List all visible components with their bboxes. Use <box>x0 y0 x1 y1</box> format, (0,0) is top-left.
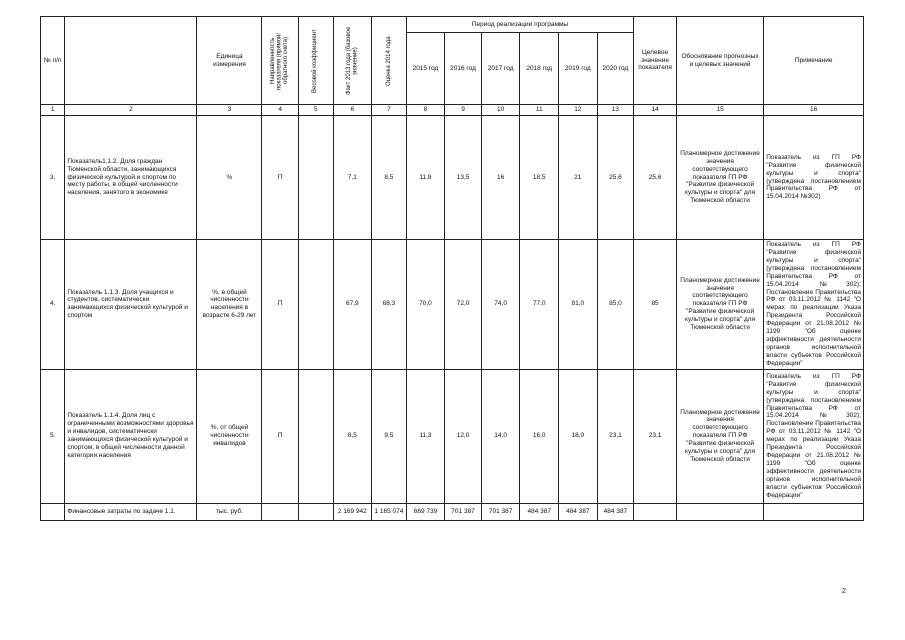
header-est2014 <box>372 17 407 105</box>
row-est2014: 8,5 <box>372 116 407 240</box>
row-num: 3. <box>41 116 65 240</box>
row-year-value: 14,0 <box>481 369 520 503</box>
header-row <box>41 17 864 33</box>
finance-year-value: 701 387 <box>481 503 520 520</box>
row-est2014: 68,3 <box>372 240 407 370</box>
row-justification: Планомерное достижение значения соответствующего показателя ГП РФ "Развитие физической культуры и спорта" для Тюменской области <box>676 116 763 240</box>
column-number: 12 <box>559 105 598 116</box>
header-fact2013-label: Факт 2013 года (базовое значение) <box>345 26 359 95</box>
column-number: 14 <box>634 105 677 116</box>
header-weight-label: Весовой коэффициент <box>312 28 319 93</box>
table-row <box>41 240 864 370</box>
column-number: 8 <box>406 105 445 116</box>
finance-year-value: 484 387 <box>559 503 598 520</box>
row-unit: % <box>197 116 262 240</box>
row-year-value: 16,0 <box>520 369 559 503</box>
row-direction: П <box>262 369 299 503</box>
column-numbers-row <box>41 105 864 116</box>
row-justification: Планомерное достижение значения соответствующего показателя ГП РФ "Развитие физической культуры и спорта" для Тюменской области <box>676 240 763 370</box>
row-year-value: 16 <box>481 116 520 240</box>
row-year-value: 23,1 <box>597 369 634 503</box>
header-target: Целевое значение показателя <box>634 17 677 105</box>
finance-year-value: 701 387 <box>445 503 482 520</box>
header-note: Примечание <box>764 17 864 105</box>
row-year-value: 74,0 <box>481 240 520 370</box>
row-year-value: 18,0 <box>559 369 598 503</box>
finance-num <box>41 503 65 520</box>
column-number: 1 <box>41 105 65 116</box>
row-weight <box>299 369 334 503</box>
row-target: 85 <box>634 240 677 370</box>
row-num: 4. <box>41 240 65 370</box>
row-year-value: 70,0 <box>406 240 445 370</box>
row-year-value: 12,0 <box>445 369 482 503</box>
finance-direction <box>262 503 299 520</box>
row-year-value: 18,5 <box>520 116 559 240</box>
header-est2014-label: Оценка 2014 года <box>385 35 392 86</box>
row-target: 25,6 <box>634 116 677 240</box>
column-number: 5 <box>299 105 334 116</box>
row-year-value: 77,0 <box>520 240 559 370</box>
finance-weight <box>299 503 334 520</box>
row-fact2013: 67,9 <box>333 240 372 370</box>
finance-year-value: 669 739 <box>406 503 445 520</box>
row-indicator-name: Показатель 1.1.3. Доля учащихся и студентов, систематически занимающихся физической культурой и спортом <box>65 240 197 370</box>
header-weight <box>299 17 334 105</box>
column-number: 9 <box>445 105 482 116</box>
row-year-value: 21 <box>559 116 598 240</box>
finance-est2014: 1 165 074 <box>372 503 407 520</box>
column-number: 16 <box>764 105 864 116</box>
header-year: 2016 год <box>445 33 482 105</box>
finance-justification <box>676 503 763 520</box>
row-weight <box>299 116 334 240</box>
row-fact2013: 7,1 <box>333 116 372 240</box>
finance-label: Финансовые затраты по задаче 1.1. <box>65 503 197 520</box>
header-year: 2015 год <box>406 33 445 105</box>
column-number: 4 <box>262 105 299 116</box>
header-unit: Единица измерения <box>197 17 262 105</box>
column-number: 10 <box>481 105 520 116</box>
header-year: 2018 год <box>520 33 559 105</box>
header-name <box>65 17 197 105</box>
header-direction-label: Направленность показателя (прямой/обратного счета) <box>270 31 290 90</box>
row-weight <box>299 240 334 370</box>
row-year-value: 11,3 <box>406 369 445 503</box>
row-note: Показатель из ГП РФ "Развитие физической культуры и спорта"(утверждена постановлением Правительства РФ от 15.04.2014 №302); Постановление Правительства РФ от 03.11.2012 № 1142 "О мерах по реализации Указа Президента Российской Федерации от 21.08.2012 № 1199 "Об оценке эффективности деятельности органов исполнительной власти субъектов Российской Федерации" <box>764 240 864 370</box>
header-justification: Обоснование прогнозных и целевых значений <box>676 17 763 105</box>
row-fact2013: 8,5 <box>333 369 372 503</box>
row-direction: П <box>262 240 299 370</box>
finance-year-value: 484 387 <box>597 503 634 520</box>
finance-fact2013: 2 169 942 <box>333 503 372 520</box>
finance-year-value: 484 387 <box>520 503 559 520</box>
header-year: 2017 год <box>481 33 520 105</box>
column-number: 6 <box>333 105 372 116</box>
row-num: 5. <box>41 369 65 503</box>
row-target: 23,1 <box>634 369 677 503</box>
row-unit: %, в общей численности населения в возрасте 6-29 лет <box>197 240 262 370</box>
header-direction <box>262 17 299 105</box>
program-indicators-table <box>40 16 864 521</box>
header-year: 2019 год <box>559 33 598 105</box>
row-year-value: 13,5 <box>445 116 482 240</box>
header-num: № п/п <box>41 17 65 105</box>
header-year: 2020 год <box>597 33 634 105</box>
header-fact2013 <box>333 17 372 105</box>
column-number: 3 <box>197 105 262 116</box>
row-indicator-name: Показатель 1.1.4. Доля лиц с ограниченными возможностями здоровья и инвалидов, систематически занимающихся физической культурой и спортом, в общей численности данной категории населения <box>65 369 197 503</box>
row-year-value: 81,0 <box>559 240 598 370</box>
row-year-value: 72,0 <box>445 240 482 370</box>
row-note: Показатель из ГП РФ "Развитие физической культуры и спорта" (утверждена постановлением Правительства РФ от 15.04.2014 №302); Постановление Правительства РФ от 03.11.2012 № 1142 "О мерах по реализации Указа Президента Российской Федерации от 21.08.2012 № 1199 "Об оценке эффективности деятельности органов исполнительной власти субъектов Российской Федерации" <box>764 369 864 503</box>
column-number: 15 <box>676 105 763 116</box>
row-direction: П <box>262 116 299 240</box>
row-year-value: 11,8 <box>406 116 445 240</box>
finance-note <box>764 503 864 520</box>
column-number: 2 <box>65 105 197 116</box>
finance-unit: тыс. руб. <box>197 503 262 520</box>
page-number: 2 <box>842 588 846 595</box>
column-number: 11 <box>520 105 559 116</box>
column-number: 13 <box>597 105 634 116</box>
row-indicator-name: Показатель1.1.2. Доля граждан Тюменской области, занимающихся физической культурой и спортом по месту работы, в общей численности населения, занятого в экономике <box>65 116 197 240</box>
row-unit: %, от общей численности инвалидов <box>197 369 262 503</box>
table-row <box>41 116 864 240</box>
row-justification: Планомерное достижение значения соответствующего показателя ГП РФ "Развитие физической культуры и спорта" для Тюменской области <box>676 369 763 503</box>
row-year-value: 85,0 <box>597 240 634 370</box>
row-note: Показатель из ГП РФ "Развитие физической культуры и спорта" (утверждена постановлением Правительства РФ от 15.04.2014 №302) <box>764 116 864 240</box>
row-est2014: 9,5 <box>372 369 407 503</box>
table-row <box>41 369 864 503</box>
header-period: Период реализации программы <box>406 17 634 33</box>
column-number: 7 <box>372 105 407 116</box>
finance-row <box>41 503 864 520</box>
row-year-value: 25,6 <box>597 116 634 240</box>
finance-target <box>634 503 677 520</box>
